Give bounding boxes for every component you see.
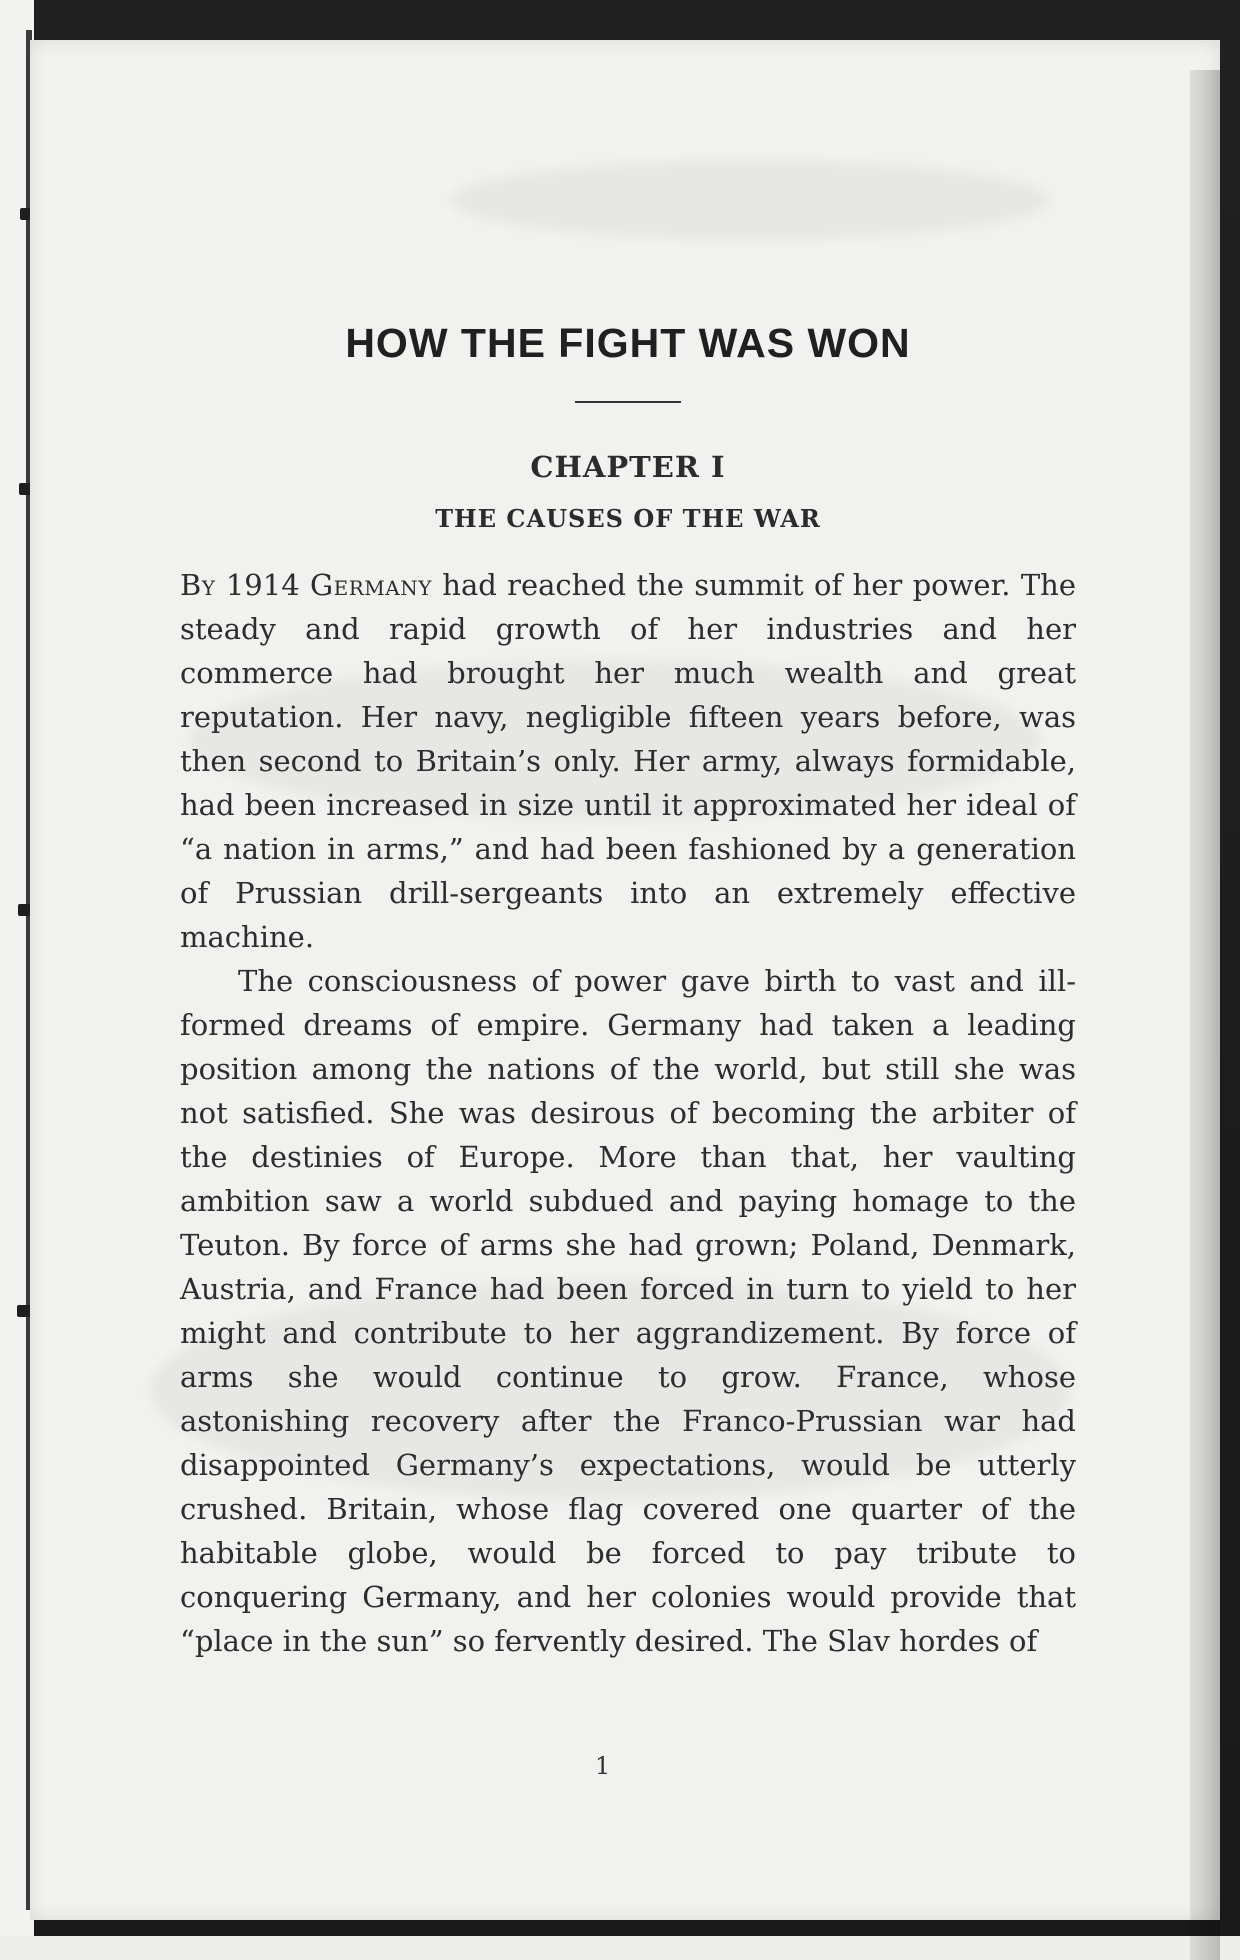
paragraph-1-lead-small-caps: By	[180, 568, 216, 602]
book-title: HOW THE FIGHT WAS WON	[345, 320, 911, 366]
scanned-book-page	[30, 40, 1220, 1920]
paragraph-1	[180, 563, 1076, 959]
paragraph-2	[180, 959, 1076, 1663]
paragraph-1-lead-number: 1914	[225, 568, 300, 602]
page-number: 1	[595, 1752, 611, 1780]
title-divider	[575, 401, 681, 403]
chapter-title: THE CAUSES OF THE WAR	[435, 504, 821, 533]
chapter-number: CHAPTER I	[530, 450, 726, 484]
paragraph-2-text: The consciousness of power gave birth to vast and ill-formed dreams of empire. Germany had taken a leading position among the nations of the world, but still she was not satisfied. She was desirous of becoming the arbiter of the destinies of Europe. More than that, her vaulting ambition saw a world subdued and paying homage to the Teuton. By force of arms she had grown; Poland, Denmark, Austria, and France had been forced in turn to yield to her might and contribute to her aggrandizement. By force of arms she would continue to grow. France, whose astonishing recovery after the Franco-Prussian war had disappointed Germany’s expectations, would be utterly crushed. Britain, whose flag covered one quarter of the habitable globe, would be forced to pay tribute to conquering Germany, and her colonies would provide that “place in the sun” so fervently desired. The Slav hordes of	[180, 964, 1076, 1658]
right-page-shadow	[1190, 70, 1220, 1960]
page-content	[180, 320, 1076, 1663]
paragraph-1-lead-name: Germany	[309, 568, 432, 602]
paper-smudge	[450, 160, 1050, 240]
paragraph-1-text: had reached the summit of her power. The steady and rapid growth of her industries and her commerce had brought her much wealth and great reputation. Her navy, negligible fifteen years before, was then second to Britain’s only. Her army, always formidable, had been increased in size until it approximated her ideal of “a nation in arms,” and had been fashioned by a generation of Prussian drill-sergeants into an extremely effective machine.	[180, 568, 1076, 954]
